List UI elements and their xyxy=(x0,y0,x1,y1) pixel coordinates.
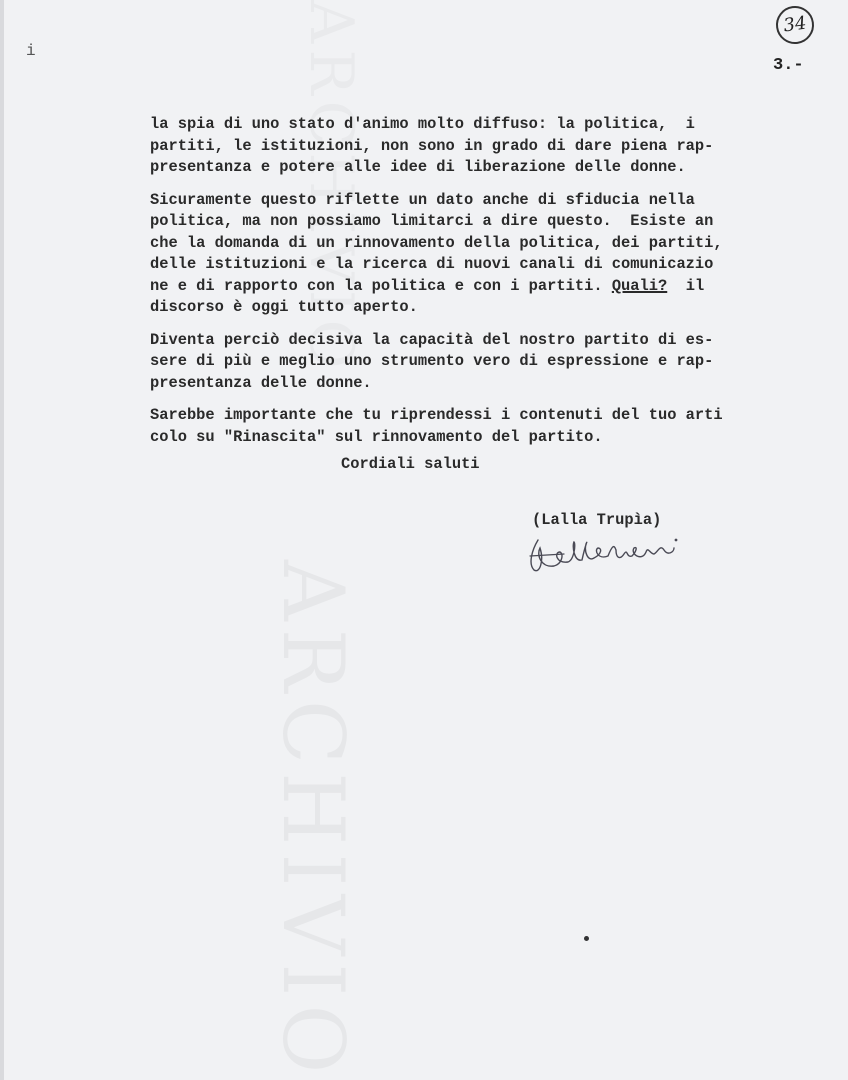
watermark xyxy=(264,560,362,1080)
text-line: ne e di rapporto con la politica e con i partiti. xyxy=(150,276,603,295)
paragraph-3 xyxy=(150,330,790,395)
sheet-edge xyxy=(0,0,4,1080)
signer-name: (Lalla Trupìa) xyxy=(532,511,662,529)
paragraph-1 xyxy=(150,114,790,179)
ink-dot xyxy=(584,936,589,941)
text-line: discorso è oggi tutto aperto. xyxy=(150,298,418,316)
paragraph-4 xyxy=(150,405,790,448)
paragraph-2 xyxy=(150,190,790,319)
text-line: presentanza e potere alle idee di liberazione delle donne. xyxy=(150,158,686,176)
handwritten-signature xyxy=(524,530,694,578)
text-line: presentanza delle donne. xyxy=(150,373,372,392)
text-line: delle istituzioni e la ricerca di nuovi canali di comunicazio xyxy=(150,255,714,273)
letter-body xyxy=(150,114,790,459)
text-line: che la domanda di un rinnovamento della politica, dei partiti, xyxy=(150,233,723,252)
text-line: partiti, le istituzioni, non sono in grado di dare piena rap- xyxy=(150,136,714,155)
underlined-question: Quali? xyxy=(611,276,668,295)
text-fragment: il xyxy=(685,276,705,295)
text-line: Sicuramente questo riflette un dato anche di sfiducia nella xyxy=(150,190,695,209)
archive-stamp-number: 34 xyxy=(774,4,817,47)
text-line: sere di più e meglio uno strumento vero di espressione e rap- xyxy=(150,352,714,370)
margin-mark: i xyxy=(26,42,36,60)
text-line: Diventa perciò decisiva la capacità del nostro partito di es- xyxy=(150,330,714,349)
text-line: colo su "Rinascita" sul rinnovamento del partito. xyxy=(150,427,603,446)
text-line: la spia di uno stato d'animo molto diffuso: la politica, i xyxy=(150,115,695,133)
closing-salutation: Cordiali saluti xyxy=(341,455,480,473)
text-line: politica, ma non possiamo limitarci a dire questo. Esiste an xyxy=(150,212,714,230)
text-line: Sarebbe importante che tu riprendessi i contenuti del tuo arti xyxy=(150,406,723,424)
page-number: 3.- xyxy=(773,56,804,75)
